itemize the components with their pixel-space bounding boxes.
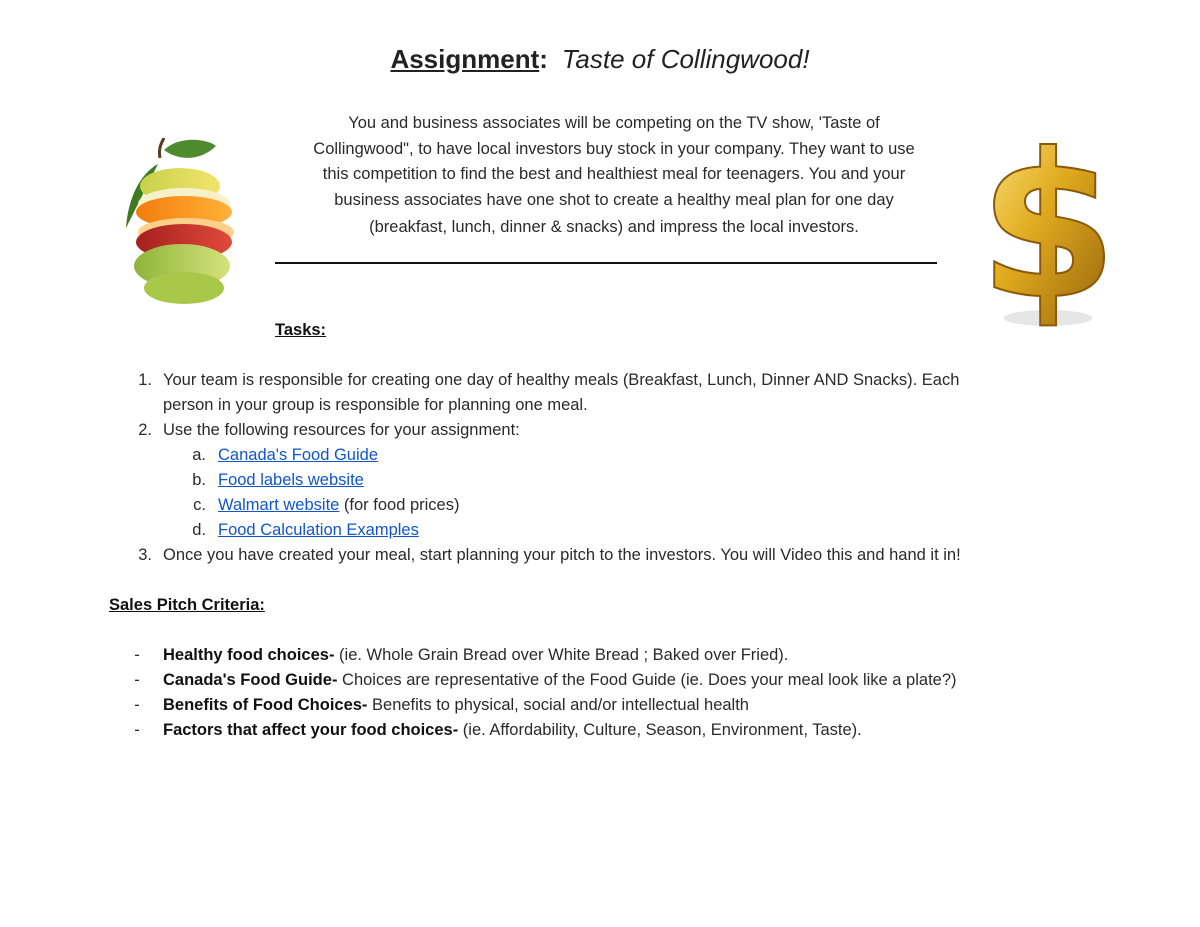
walmart-link[interactable]: Walmart website [218, 496, 340, 514]
sliced-fruit-image [118, 138, 246, 310]
resource-item [0, 443, 1200, 468]
task-text: Once you have created your meal, start planning your pitch to the investors. You will Video this and hand it in! [163, 546, 961, 564]
bullet-dash: - [134, 721, 140, 739]
list-marker: a. [192, 446, 206, 464]
intro-line: Collingwood", to have local investors buy stock in your company. They want to use [313, 139, 915, 158]
task-text: person in your group is responsible for planning one meal. [163, 396, 588, 414]
resource-suffix: (for food prices) [339, 496, 460, 514]
food-calculation-link[interactable]: Food Calculation Examples [218, 521, 419, 539]
criteria-text: Benefits to physical, social and/or intellectual health [367, 696, 749, 714]
gold-dollar-sign-image [986, 110, 1112, 336]
intro-paragraph [276, 111, 952, 241]
bullet-dash: - [134, 671, 140, 689]
criteria-term: Canada's Food Guide- [163, 671, 338, 689]
bullet-dash: - [134, 646, 140, 664]
criteria-item [0, 643, 1200, 668]
list-marker: b. [192, 471, 206, 489]
task-text: Your team is responsible for creating one day of healthy meals (Breakfast, Lunch, Dinner AND Snacks). Each [163, 371, 960, 389]
intro-line: You and business associates will be competing on the TV show, 'Taste of [348, 114, 880, 132]
canadas-food-guide-link[interactable]: Canada's Food Guide [218, 446, 379, 464]
criteria-item [0, 668, 1200, 693]
resource-item [0, 468, 1200, 493]
list-item-continued [0, 393, 1200, 418]
list-marker: 3. [138, 546, 152, 564]
criteria-term: Healthy food choices- [163, 646, 335, 664]
svg-text:$: $ [986, 111, 1112, 336]
list-marker: 1. [138, 371, 152, 389]
list-item [0, 418, 1200, 443]
list-marker: c. [193, 496, 206, 514]
criteria-term: Benefits of Food Choices- [163, 696, 368, 714]
bullet-dash: - [134, 696, 140, 714]
intro-line: (breakfast, lunch, dinner & snacks) and impress the local investors. [369, 218, 859, 236]
list-item [0, 368, 1200, 393]
intro-line: this competition to find the best and healthiest meal for teenagers. You and your [322, 165, 906, 183]
task-text: Use the following resources for your assignment: [163, 421, 520, 439]
criteria-text: (ie. Whole Grain Bread over White Bread ; Baked over Fried). [334, 646, 789, 664]
list-item [0, 543, 1200, 568]
resource-item [0, 518, 1200, 543]
list-marker: 2. [138, 421, 152, 439]
assignment-subtitle: Taste of Collingwood! [561, 44, 810, 74]
criteria-term: Factors that affect your food choices- [163, 721, 459, 739]
tasks-heading: Tasks: [275, 321, 327, 339]
title-colon: : [539, 44, 548, 74]
criteria-text: Choices are representative of the Food Guide (ie. Does your meal look like a plate?) [337, 671, 957, 689]
criteria-item [0, 693, 1200, 718]
criteria-item [0, 718, 1200, 743]
resource-item [0, 493, 1200, 518]
intro-line: business associates have one shot to create a healthy meal plan for one day [334, 190, 894, 209]
food-labels-link[interactable]: Food labels website [218, 471, 364, 489]
criteria-heading: Sales Pitch Criteria: [109, 596, 265, 614]
assignment-label: Assignment [390, 44, 540, 74]
criteria-text: (ie. Affordability, Culture, Season, Environment, Taste). [458, 721, 862, 739]
list-marker: d. [192, 521, 206, 539]
page-title [0, 44, 1200, 75]
horizontal-divider [275, 262, 937, 264]
